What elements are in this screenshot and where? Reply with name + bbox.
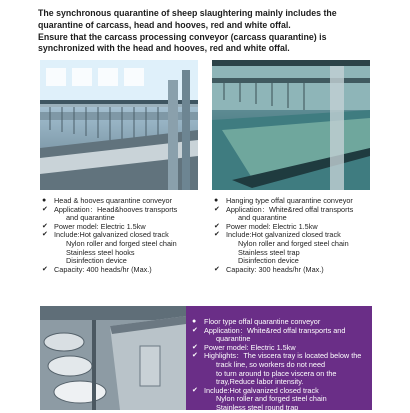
- intro-line: synchronized with the head and hooves, red and white offal.: [38, 43, 290, 54]
- bullet-icon: ●: [42, 197, 47, 204]
- check-icon: ✔: [192, 326, 198, 334]
- spec-text: Stainless steel trap: [238, 247, 300, 257]
- spec-text: to turn around to place viscera on the: [216, 368, 337, 378]
- product-spec-head-hooves: [42, 197, 202, 274]
- spec-row: [214, 266, 384, 275]
- spec-text: quarantine: [216, 334, 251, 344]
- spec-text: Nylon roller and forged steel chain: [216, 394, 327, 404]
- spec-text: Disinfection device: [238, 256, 299, 266]
- spec-text: track line, so workers do not need: [216, 359, 326, 369]
- spec-text: Power model: Electric 1.5kw: [226, 221, 318, 231]
- spec-text: Nylon roller and forged steel chain: [238, 238, 349, 248]
- factory-hall-image: [40, 60, 198, 190]
- spec-text: Power model: Electric 1.5kw: [204, 342, 296, 352]
- intro-line: quarantine of carcass, head and hooves, red and white offal.: [38, 19, 291, 30]
- head-hooves-conveyor-photo: [40, 60, 198, 190]
- spec-text: Capacity: 300 heads/hr (Max.): [226, 264, 324, 274]
- hanging-offal-conveyor-photo: [212, 60, 370, 190]
- spec-text: Power model: Electric 1.5kw: [54, 221, 146, 231]
- spec-row: [42, 266, 202, 275]
- check-icon: ✔: [42, 231, 48, 239]
- check-icon: ✔: [192, 343, 198, 351]
- spec-text: Application：White&red offal transports: [226, 204, 354, 214]
- tray-line-image: [40, 306, 186, 410]
- spec-text: and quarantine: [238, 213, 287, 223]
- spec-row: [192, 404, 372, 413]
- product-spec-hanging-offal: [214, 197, 384, 274]
- spec-text: and quarantine: [66, 213, 115, 223]
- check-icon: ✔: [214, 265, 220, 273]
- spec-text: Include:Hot galvanized closed track: [204, 385, 319, 395]
- check-icon: ✔: [214, 222, 220, 230]
- check-icon: ✔: [214, 205, 220, 213]
- check-icon: ✔: [42, 222, 48, 230]
- spec-text: Disinfection device: [66, 256, 127, 266]
- check-icon: ✔: [214, 231, 220, 239]
- spec-text: Application：Head&hooves transports: [54, 204, 178, 214]
- spec-text: Application：White&red offal transports and: [204, 325, 346, 335]
- floor-offal-conveyor-photo: [40, 306, 186, 410]
- spec-text: Floor type offal quarantine conveyor: [204, 317, 321, 326]
- spec-text: Stainless steel round trap: [216, 402, 299, 412]
- spec-text: Highlights：The viscera tray is located below the: [204, 351, 362, 361]
- intro-line: Ensure that the carcass processing conveyor (carcass quarantine) is: [38, 31, 327, 42]
- bullet-icon: ●: [214, 197, 219, 204]
- bullet-icon: ●: [192, 318, 197, 325]
- spec-text: Hanging type offal quarantine conveyor: [226, 196, 353, 205]
- product-spec-floor-offal: [192, 318, 372, 413]
- spec-text: Nylon roller and forged steel chain: [66, 238, 177, 248]
- check-icon: ✔: [192, 386, 198, 394]
- offal-line-image: [212, 60, 370, 190]
- spec-text: Include:Hot galvanized closed track: [54, 230, 169, 240]
- spec-text: Stainless steel hooks: [66, 247, 135, 257]
- spec-text: Capacity: 400 heads/hr (Max.): [54, 264, 152, 274]
- check-icon: ✔: [42, 265, 48, 273]
- spec-text: Include:Hot galvanized closed track: [226, 230, 341, 240]
- intro-line: The synchronous quarantine of sheep slaughtering mainly includes the: [38, 8, 337, 18]
- check-icon: ✔: [192, 352, 198, 360]
- spec-text: tray,Reduce labor intensity.: [216, 377, 304, 387]
- intro-paragraph: [38, 8, 378, 55]
- spec-text: Head & hooves quarantine conveyor: [54, 196, 173, 205]
- check-icon: ✔: [42, 205, 48, 213]
